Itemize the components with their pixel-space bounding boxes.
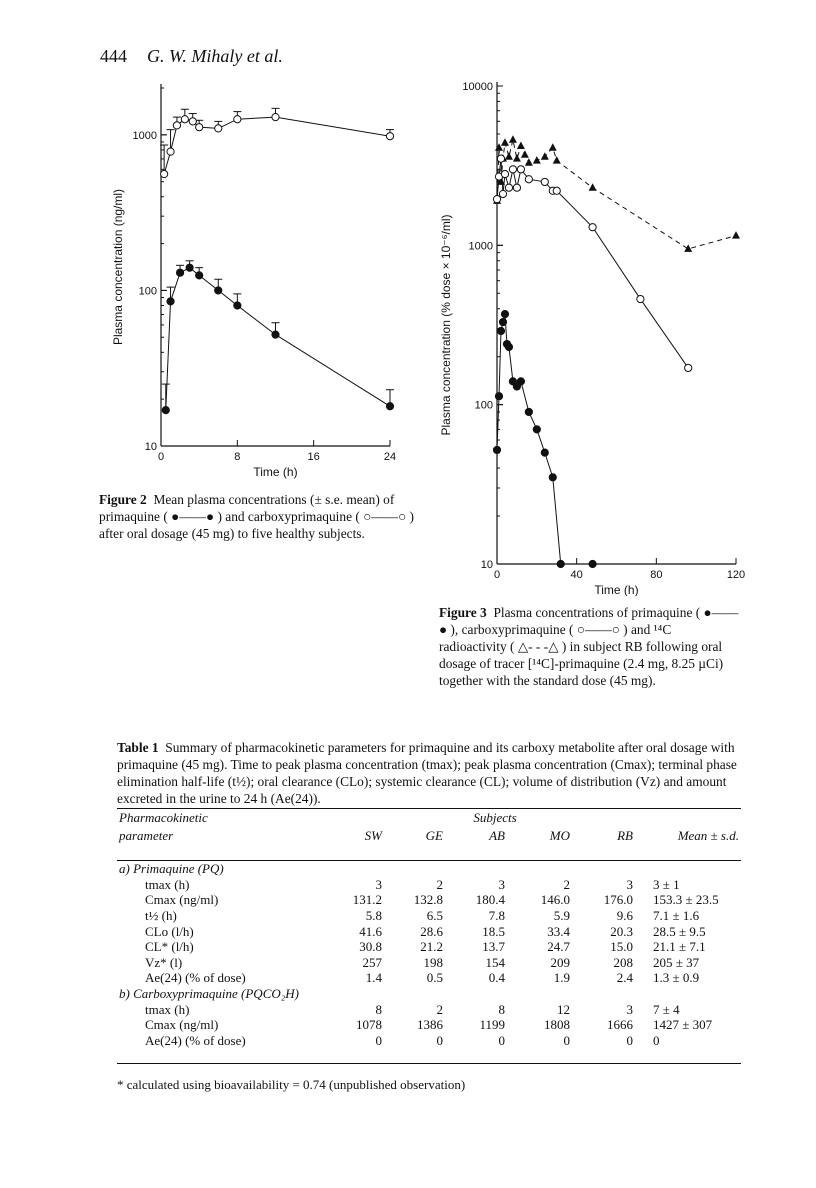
filled-circle-point [196, 272, 203, 279]
open-circle-point [272, 114, 279, 121]
section-row [117, 986, 741, 1002]
filled-circle-point [186, 264, 193, 271]
param-cell: Vz* (l) [145, 954, 183, 970]
filled-circle-point [589, 560, 596, 567]
value-cell: 15.0 [610, 939, 633, 955]
value-cell: 18.5 [482, 923, 505, 939]
y-axis-label: Plasma concentration (ng/ml) [111, 188, 125, 346]
param-cell: CL* (l/h) [145, 939, 194, 955]
figure-3-caption-text: Plasma concentrations of primaquine ( ●——● ), carboxyprimaquine ( ○——○ ) and ¹⁴C radioactivity ( △- - -△ ) in subject RB following oral dosage of tracer [¹⁴C]-primaquine (2.4 mg, 8.25 µCi) together with the standard dose (45 mg). [439, 605, 739, 688]
mean-cell: 3 ± 1 [653, 876, 680, 892]
figure-2-caption [99, 491, 424, 542]
col-header-ab: AB [489, 827, 505, 843]
series-line [497, 314, 593, 564]
series-line [497, 140, 736, 249]
series-line [166, 268, 390, 410]
open-circle-point [525, 176, 532, 183]
value-cell: 1199 [479, 1017, 505, 1033]
col-header-mo: MO [549, 827, 570, 843]
mean-cell: 7 ± 4 [653, 1001, 680, 1017]
value-cell: 180.4 [475, 892, 505, 908]
open-circle-point [541, 178, 548, 185]
value-cell: 1.9 [553, 970, 570, 986]
x-tick-label: 24 [383, 451, 397, 463]
x-tick-label: 0 [493, 569, 501, 581]
value-cell: 3 [498, 876, 505, 892]
value-cell: 0 [498, 1032, 505, 1048]
open-circle-point [234, 116, 241, 123]
value-cell: 7.8 [488, 907, 505, 923]
open-circle-point [181, 116, 188, 123]
figure-3-marks [493, 135, 740, 567]
filled-circle-point [517, 378, 524, 385]
value-cell: 131.2 [352, 892, 382, 908]
param-cell: Cmax (ng/ml) [145, 1017, 219, 1033]
figure-2-chart [100, 76, 410, 482]
value-cell: 257 [362, 954, 382, 970]
value-cell: 198 [423, 954, 443, 970]
filled-triangle-point [541, 152, 549, 160]
table-row [117, 892, 741, 908]
table-1 [117, 810, 741, 1048]
filled-triangle-point [533, 156, 541, 164]
open-circle-point [497, 155, 504, 162]
subjects-header: Subjects [473, 810, 517, 825]
open-circle-point [637, 295, 644, 302]
col-header-mean: Mean ± s.d. [677, 827, 739, 843]
value-cell: 9.6 [616, 907, 633, 923]
value-cell: 8 [375, 1001, 382, 1017]
y-tick-label: 10 [144, 441, 157, 453]
figure-3-label: Figure 3 [439, 605, 487, 620]
y-axis-label: Plasma concentration (% dose × 10⁻⁶/ml) [439, 214, 453, 436]
table-header-row [117, 826, 741, 846]
table-row [117, 908, 741, 924]
param-cell: t½ (h) [145, 907, 177, 923]
figure-2-axes [111, 84, 396, 479]
figure-2-marks [160, 108, 394, 413]
value-cell: 154 [485, 954, 505, 970]
value-cell: 209 [550, 954, 570, 970]
figure-2-label: Figure 2 [99, 492, 147, 507]
filled-circle-point [541, 449, 548, 456]
y-tick-label: 1000 [132, 129, 157, 142]
filled-circle-point [533, 426, 540, 433]
value-cell: 1078 [356, 1017, 382, 1033]
open-circle-point [196, 124, 203, 131]
value-cell: 33.4 [547, 923, 570, 939]
y-tick-label: 1000 [468, 240, 493, 253]
table-bottom-rule [117, 1063, 741, 1064]
param-cell: tmax (h) [145, 876, 190, 892]
filled-circle-point [501, 311, 508, 318]
value-cell: 3 [375, 876, 382, 892]
filled-triangle-point [505, 152, 513, 160]
open-circle-point [501, 170, 508, 177]
value-cell: 2 [563, 876, 570, 892]
filled-circle-point [525, 408, 532, 415]
value-cell: 5.9 [553, 907, 570, 923]
value-cell: 176.0 [603, 892, 633, 908]
filled-circle-point [493, 446, 500, 453]
table-top-rule [117, 808, 741, 809]
x-tick-label: 0 [157, 451, 165, 463]
author-line: G. W. Mihaly et al. [147, 46, 283, 66]
value-cell: 8 [498, 1001, 505, 1017]
filled-triangle-point [549, 143, 557, 151]
filled-circle-point [499, 318, 506, 325]
filled-triangle-point [521, 150, 529, 158]
mean-cell: 28.5 ± 9.5 [653, 923, 706, 939]
x-tick-label: 120 [726, 569, 746, 581]
running-header [100, 46, 283, 67]
col-header-ge: GE [425, 827, 443, 843]
y-tick-label: 10000 [462, 81, 493, 93]
section-title-b: b) Carboxyprimaquine (PQCO₂H) [119, 985, 299, 1001]
page-number: 444 [100, 46, 127, 66]
figure-3-chart [436, 76, 756, 596]
value-cell: 2.4 [616, 970, 633, 986]
value-cell: 3 [626, 1001, 633, 1017]
value-cell: 20.3 [610, 923, 633, 939]
table-row [117, 955, 741, 971]
table-row [117, 877, 741, 893]
param-cell: Ae(24) (% of dose) [145, 970, 246, 986]
y-tick-label: 100 [138, 285, 157, 298]
x-tick-label: 16 [307, 451, 320, 463]
param-header-1: Pharmacokinetic [119, 810, 208, 825]
mean-cell: 7.1 ± 1.6 [653, 907, 700, 923]
param-cell: CLo (l/h) [145, 923, 194, 939]
param-cell: tmax (h) [145, 1001, 190, 1017]
mean-cell: 205 ± 37 [653, 954, 700, 970]
open-circle-point [499, 190, 506, 197]
filled-triangle-point [684, 244, 692, 252]
table-header-row [117, 810, 741, 826]
open-circle-point [553, 187, 560, 194]
open-circle-point [505, 184, 512, 191]
filled-triangle-point [732, 231, 740, 239]
section-row [117, 861, 741, 877]
filled-circle-point [234, 302, 241, 309]
filled-triangle-point [553, 156, 561, 164]
table-footnote: * calculated using bioavailability = 0.74 (unpublished observation) [117, 1077, 466, 1092]
open-circle-point [509, 166, 516, 173]
filled-circle-point [549, 474, 556, 481]
filled-circle-point [176, 269, 183, 276]
filled-circle-point [215, 287, 222, 294]
value-cell: 2 [436, 876, 443, 892]
param-cell: Ae(24) (% of dose) [145, 1032, 246, 1048]
open-circle-point [513, 184, 520, 191]
table-row [117, 1017, 741, 1033]
table-header [117, 810, 741, 861]
value-cell: 146.0 [540, 892, 570, 908]
table-body [117, 861, 741, 1048]
mean-cell: 1.3 ± 0.9 [653, 970, 700, 986]
value-cell: 30.8 [359, 939, 382, 955]
value-cell: 13.7 [482, 939, 505, 955]
section-title-a: a) Primaquine (PQ) [119, 861, 224, 877]
open-circle-point [215, 125, 222, 132]
table-1-caption [117, 739, 747, 807]
table-1-caption-text: Summary of pharmacokinetic parameters for primaquine and its carboxy metabolite after oral dosage with primaquine (45 mg). Time to peak plasma concentration (tmax); peak plasma concentration (Cmax); terminal phase elimination half-life (t½); oral clearance (CLo); systemic clearance (CL); volume of distribution (Vz) and amount excreted in the urine to 24 h (Ae(24)). [117, 740, 737, 806]
filled-triangle-point [517, 142, 525, 150]
filled-triangle-point [589, 183, 597, 191]
open-circle-point [517, 166, 524, 173]
value-cell: 1386 [417, 1017, 443, 1033]
filled-circle-point [386, 403, 393, 410]
value-cell: 28.6 [420, 923, 443, 939]
mean-cell: 1427 ± 307 [653, 1017, 713, 1033]
figure-3-caption [439, 604, 739, 689]
filled-triangle-point [513, 154, 521, 162]
open-circle-point [493, 196, 500, 203]
filled-circle-point [557, 560, 564, 567]
filled-circle-point [272, 331, 279, 338]
value-cell: 1.4 [365, 970, 382, 986]
value-cell: 2 [436, 1001, 443, 1017]
table-row [117, 939, 741, 955]
open-circle-point [161, 170, 168, 177]
param-header-2: parameter [119, 827, 174, 843]
param-cell: Cmax (ng/ml) [145, 892, 219, 908]
value-cell: 12 [557, 1001, 570, 1017]
filled-triangle-point [525, 158, 533, 166]
mean-cell: 0 [653, 1032, 660, 1048]
value-cell: 1808 [544, 1017, 570, 1033]
col-header-rb: RB [617, 827, 633, 843]
open-circle-point [386, 133, 393, 140]
filled-circle-point [497, 327, 504, 334]
value-cell: 132.8 [413, 892, 443, 908]
x-tick-label: 80 [650, 569, 663, 581]
filled-circle-point [495, 393, 502, 400]
table-row [117, 1002, 741, 1018]
value-cell: 1666 [607, 1017, 633, 1033]
mean-cell: 21.1 ± 7.1 [653, 939, 706, 955]
open-circle-point [685, 364, 692, 371]
filled-triangle-point [501, 138, 509, 146]
value-cell: 0 [436, 1032, 443, 1048]
col-header-sw: SW [364, 827, 382, 843]
table-row [117, 1033, 741, 1049]
value-cell: 0 [563, 1032, 570, 1048]
filled-triangle-point [509, 135, 517, 143]
mean-cell: 153.3 ± 23.5 [653, 892, 719, 908]
table-row [117, 970, 741, 986]
table-1-label: Table 1 [117, 740, 159, 755]
y-tick-label: 100 [474, 399, 493, 412]
x-axis-label: Time (h) [594, 583, 639, 596]
value-cell: 24.7 [547, 939, 570, 955]
value-cell: 6.5 [426, 907, 443, 923]
value-cell: 5.8 [365, 907, 382, 923]
value-cell: 0 [375, 1032, 382, 1048]
table-row [117, 924, 741, 940]
value-cell: 0.5 [426, 970, 443, 986]
filled-circle-point [162, 407, 169, 414]
value-cell: 3 [626, 876, 633, 892]
x-tick-label: 40 [570, 569, 583, 581]
value-cell: 0.4 [488, 970, 505, 986]
open-circle-point [189, 118, 196, 125]
value-cell: 208 [613, 954, 633, 970]
value-cell: 21.2 [420, 939, 443, 955]
open-circle-point [173, 122, 180, 129]
filled-circle-point [167, 298, 174, 305]
x-tick-label: 8 [234, 451, 241, 463]
open-circle-point [167, 148, 174, 155]
open-circle-point [589, 224, 596, 231]
x-axis-label: Time (h) [253, 465, 298, 479]
figure-3-axes [439, 81, 745, 596]
figure-2-caption-text: Mean plasma concentrations (± s.e. mean) of primaquine ( ●——● ) and carboxyprimaquine ( ○——○ ) after oral dosage (45 mg) to five healthy subjects. [99, 492, 414, 541]
value-cell: 0 [626, 1032, 633, 1048]
filled-circle-point [505, 343, 512, 350]
value-cell: 41.6 [359, 923, 382, 939]
y-tick-label: 10 [480, 559, 493, 571]
